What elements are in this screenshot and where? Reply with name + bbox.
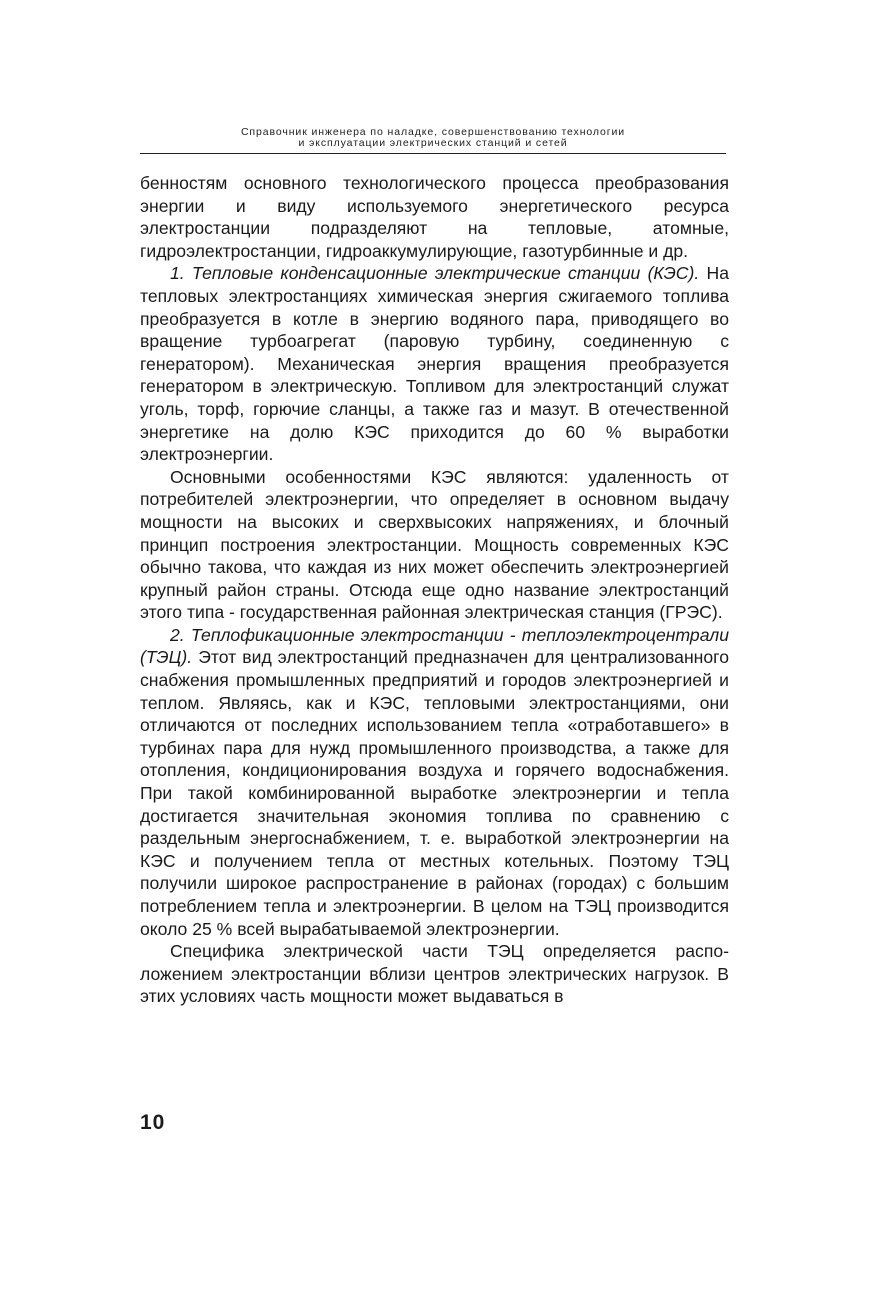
paragraph-text: На тепловых электростанциях химическая энергия сжигаемого топлива преобразуется в котле в энергию водяного пара, приводящего во вращение турбоагрегат (паровую турбину, соединенную с генератором). Механическая энергия вращения преобразуется генератором в электрическую. Топливом для электростанций служат уголь, торф, горючие сланцы, а также газ и мазут. В отечественной энергетике на долю КЭС приходится до 60 % выработки электроэнергии. <box>140 263 729 465</box>
paragraph-text: Этот вид электростанций предназначен для централизованного снабжения промышленных предприятий и городов электроэнергией и теплом. Являясь, как и КЭС, тепловыми электростанциями, они отличаются от последних использованием тепла «отработавшего» в турбинах пара для нужд промышленного производства, а также для отопления, кондиционирования воздуха и горячего водоснабжения. При такой комбинированной выработке электроэнергии и тепла достигается значительная экономия топлива по сравнению с раздельным энергоснабжением, т. е. выработкой электроэнергии на КЭС и получением тепла от местных котельных. Поэтому ТЭЦ получили широкое распространение в районах (городах) с большим потреблением тепла и электроэнергии. В целом на ТЭЦ производится около 25 % всей вырабатываемой электроэнергии. <box>140 647 729 939</box>
running-header-line-2: и эксплуатации электрических станций и сетей <box>298 137 568 149</box>
header-rule <box>140 153 726 154</box>
paragraph-text: бенностям основного технологического процесса преобразования энергии и виду используемого энергетического ресурса электростанции подразделяют на тепловые, атомные, гидроэлектростанции, гидроаккумулирующие, газотурбинные и др. <box>140 173 729 261</box>
paragraph-continuation <box>140 172 729 262</box>
page-number: 10 <box>140 1111 166 1134</box>
section-heading-kes: 1. Тепловые конденсационные электрические станции (КЭС). <box>170 263 707 284</box>
paragraph-kes-features <box>140 466 729 624</box>
paragraph-tec-specifics <box>140 940 729 1008</box>
paragraph-text: Основными особенностями КЭС являются: удаленность от потребителей электроэнергии, что определяет в основном выдачу мощности на высоких и сверхвысоких напряжениях, и блочный принцип построения электростанции. Мощность современных КЭС обычно такова, что каждая из них может обеспечить электроэнергией крупный район страны. Отсюда еще одно название электростанций этого типа - государственная районная электрическая станция (ГРЭС). <box>140 466 729 623</box>
running-header <box>140 127 726 149</box>
section-heading-tec: 2. Теплофикационные электростанции - теплоэлектроцентрали (ТЭЦ). <box>140 624 729 668</box>
paragraph-text: Специфика электрической части ТЭЦ определяется расположением электростанции вблизи центров электрических нагрузок. В этих условиях часть мощности может выдаваться в <box>140 941 729 1007</box>
paragraph-tec <box>140 624 729 940</box>
paragraph-kes <box>140 262 729 465</box>
running-header-line-1: Справочник инженера по наладке, совершенствованию технологии <box>240 126 626 138</box>
body-text <box>140 172 729 1008</box>
